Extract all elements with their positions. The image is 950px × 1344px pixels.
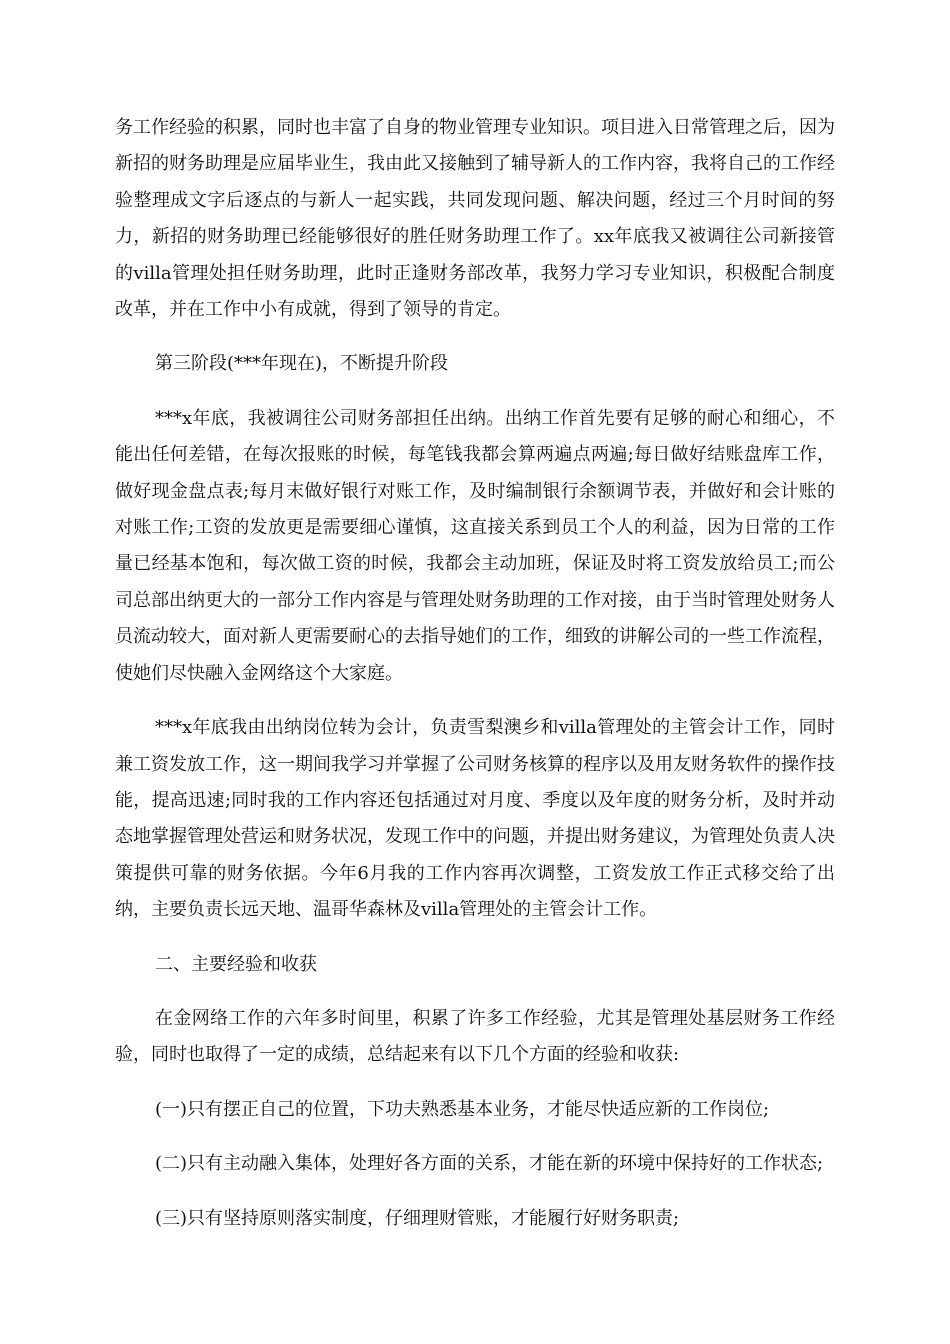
paragraph-work-experience: 务工作经验的积累，同时也丰富了自身的物业管理专业知识。项目进入日常管理之后，因为新招的财务助理是应届毕业生，我由此又接触到了辅导新人的工作内容，我将自己的工作经验整理成文字后逐点的与新人一起实践，共同发现问题、解决问题，经过三个月时间的努力，新招的财务助理已经能够很好的胜任财务助理工作了。xx年底我又被调往公司新接管的villa管理处担任财务助理，此时正逢财务部改革，我努力学习专业知识，积极配合制度改革，并在工作中小有成就，得到了领导的肯定。 (115, 117, 835, 321)
section-heading-stage-three: 第三阶段(***年现在)，不断提升阶段 (155, 353, 449, 375)
document-body (115, 110, 835, 1255)
list-item-three: (三)只有坚持原则落实制度，仔细理财管账，才能履行好财务职责; (155, 1207, 680, 1229)
paragraph-summary: 在金网络工作的六年多时间里，积累了许多工作经验，尤其是管理处基层财务工作经验，同时也取得了一定的成绩，总结起来有以下几个方面的经验和收获: (115, 1007, 835, 1066)
paragraph-cashier: ***x年底，我被调往公司财务部担任出纳。出纳工作首先要有足够的耐心和细心，不能出任何差错，在每次报账的时候，每笔钱我都会算两遍点两遍;每日做好结账盘库工作，做好现金盘点表;每月末做好银行对账工作，及时编制银行余额调节表，并做好和会计账的对账工作;工资的发放更是需要细心谨慎，这直接关系到员工个人的利益，因为日常的工作量已经基本饱和，每次做工资的时候，我都会主动加班，保证及时将工资发放给员工;而公司总部出纳更大的一部分工作内容是与管理处财务助理的工作对接，由于当时管理处财务人员流动较大，面对新人更需要耐心的去指导她们的工作，细致的讲解公司的一些工作流程，使她们尽快融入金网络这个大家庭。 (115, 407, 835, 684)
list-item-one: (一)只有摆正自己的位置，下功夫熟悉基本业务，才能尽快适应新的工作岗位; (155, 1098, 770, 1120)
paragraph-accountant: ***x年底我由出纳岗位转为会计，负责雪梨澳乡和villa管理处的主管会计工作，同时兼工资发放工作，这一期间我学习并掌握了公司财务核算的程序以及用友财务软件的操作技能，提高迅速;同时我的工作内容还包括通过对月度、季度以及年度的财务分析，及时并动态地掌握管理处营运和财务状况，发现工作中的问题，并提出财务建议，为管理处负责人决策提供可靠的财务依据。今年6月我的工作内容再次调整，工资发放工作正式移交给了出纳，主要负责长远天地、温哥华森林及villa管理处的主管会计工作。 (115, 717, 835, 921)
list-item-two: (二)只有主动融入集体，处理好各方面的关系，才能在新的环境中保持好的工作状态; (155, 1153, 824, 1175)
section-heading-experience: 二、主要经验和收获 (155, 953, 317, 975)
